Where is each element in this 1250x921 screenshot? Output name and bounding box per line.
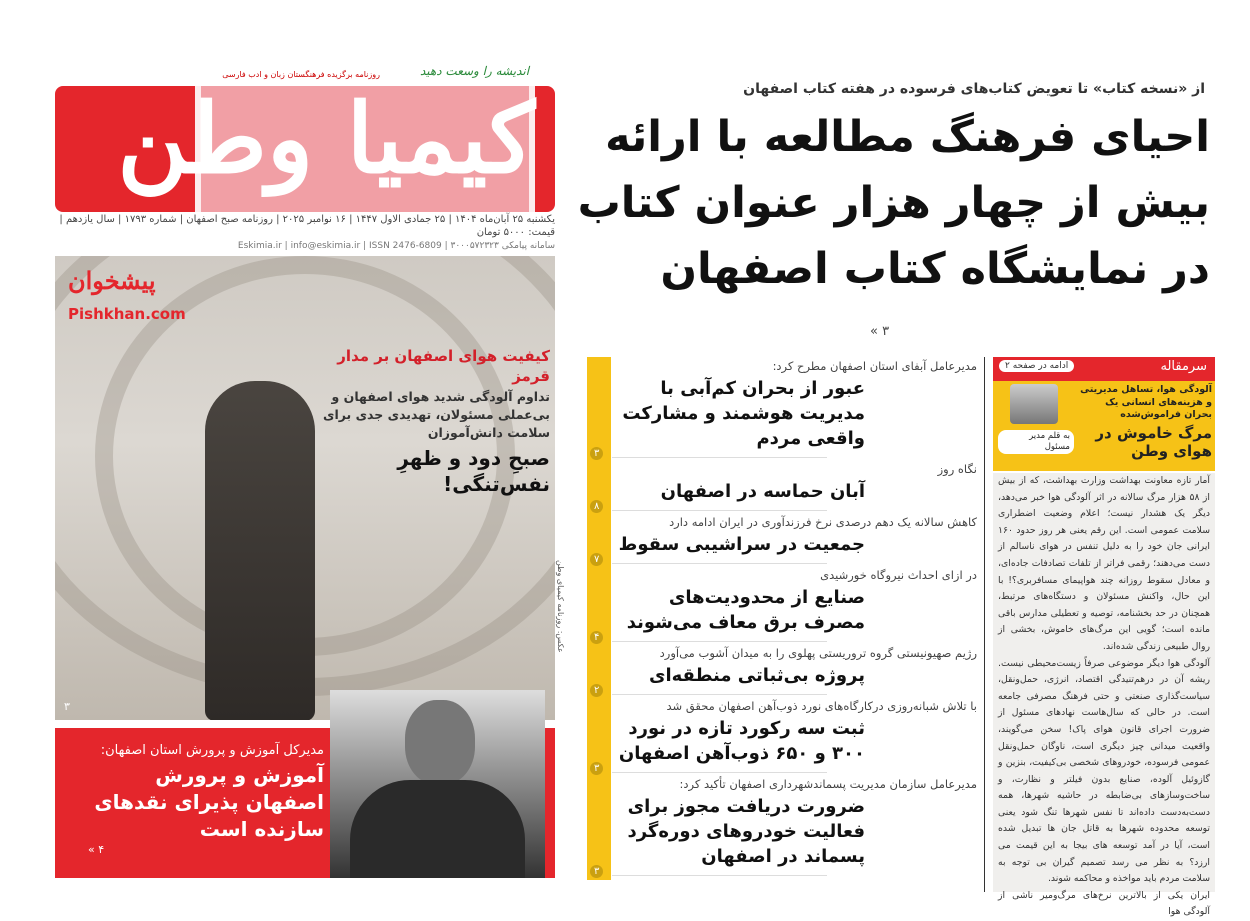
continue-on-page-button[interactable]: ادامه در صفحه ۲ bbox=[999, 360, 1074, 372]
brief-kicker: مدیرعامل سازمان مدیریت پسماندشهرداری اصفهان تأکید کرد: bbox=[679, 777, 977, 791]
slogan: اندیشه را وسعت دهید bbox=[420, 64, 530, 78]
page-ref-badge[interactable]: ۲ bbox=[590, 684, 603, 697]
brief-title[interactable]: ضرورت دریافت مجوز برای فعالیت خودروهای دوره‌گرد پسماند در اصفهان bbox=[627, 796, 865, 867]
editorial-byline: به قلم مدیر مسئول bbox=[998, 430, 1074, 454]
brief-title[interactable]: ثبت سه رکورد تازه در نورد ۳۰۰ و ۶۵۰ ذوب‌آهن اصفهان bbox=[618, 718, 865, 764]
page-ref-badge[interactable]: ۳ bbox=[590, 865, 603, 878]
brief-kicker: با تلاش شبانه‌روزی درکارگاه‌های نورد ذوب‌آهن اصفهان محقق شد bbox=[666, 699, 977, 713]
dateline: یکشنبه ۲۵ آبان‌ماه ۱۴۰۴ | ۲۵ جمادی الاول ۱۴۴۷ | ۱۶ نوامبر ۲۰۲۵ | روزنامه صبح اصفهان | شماره ۱۷۹۳ | سال یازدهم | قیمت: ۵۰۰۰ تومان bbox=[59, 214, 555, 238]
divider bbox=[612, 563, 827, 564]
editorial-heading bbox=[1078, 384, 1212, 460]
brief-kicker: در ازای احداث نیروگاه خورشیدی bbox=[820, 568, 977, 582]
page-ref-badge[interactable]: ۴ bbox=[590, 631, 603, 644]
photo-kicker: کیفیت هوای اصفهان بر مدار قرمز bbox=[337, 347, 550, 385]
main-page-ref[interactable]: « ۳ bbox=[870, 324, 890, 339]
divider bbox=[612, 457, 827, 458]
pishkhan-url: Pishkhan.com bbox=[68, 305, 186, 323]
red-story-text bbox=[88, 742, 324, 856]
editorial-paragraph: آمار تازه معاونت بهداشت وزارت بهداشت، که از بیش از ۵۸ هزار مرگ سالانه در اثر آلودگی هوا خبر می‌دهد، دیگر یک هشدار نیست؛ اعلام وضعیت اضطراری سلامت عمومی است. این رقم یعنی هر روز حدود ۱۶۰ ایرانی جان خود را به دلیل تنفس در هوای ناسالم از دست می‌دهند؛ رقمی فراتر از تلفات تصادفات جاده‌ای، و معادل سقوط روزانه چند هواپیمای مسافربری؟! با این حال، واکنش مسئولان و دستگاه‌های مرتبط، همچنان در حد بخشنامه، توصیه و تعطیلی مدارس باقی مانده است؛ گویی این مرگ‌های خاموش، بخشی از روال طبیعی زندگی شده‌اند. bbox=[998, 475, 1211, 652]
briefs-column bbox=[594, 358, 977, 879]
photo-story-text bbox=[298, 346, 550, 497]
red-story-title[interactable]: آموزش و پرورش اصفهان پذیرای نقدهای سازنده است bbox=[94, 763, 324, 841]
editorial-title[interactable]: مرگ خاموش در هوای وطن bbox=[1095, 423, 1212, 460]
red-story-page-ref[interactable]: « ۴ bbox=[88, 843, 105, 856]
page-number: ۳ bbox=[882, 324, 890, 339]
author-photo bbox=[1010, 384, 1058, 424]
contact-line: سامانه پیامکی ۳۰۰۰۵۷۲۳۲۳ | Eskimia.ir | info@eskimia.ir | ISSN 2476-6809 bbox=[237, 241, 555, 251]
brief-title[interactable]: عبور از بحران کم‌آبی با مدیریت هوشمند و مشارکت واقعی مردم bbox=[622, 378, 865, 449]
page-number: ۴ bbox=[98, 843, 105, 856]
editorial-subtitle: آلودگی هوا، تساهل مدیریتی و هزینه‌های انسانی یک بحران فراموش‌شده bbox=[1080, 384, 1212, 420]
brief-kicker: کاهش سالانه یک دهم درصدی نرخ فرزندآوری در ایران ادامه دارد bbox=[669, 515, 977, 529]
editorial-header bbox=[993, 357, 1215, 381]
editorial-paragraph: آلودگی هوا دیگر موضوعی صرفاً زیست‌محیطی نیست. ریشه آن در درهم‌تنیدگی اقتصاد، انرژی، حمل‌ونقل، سیاست‌گذاری صنعتی و حتی فرهنگ مصرفی جامعه است. در حالی که سال‌هاست نهادهای مسئول از ضرورت اجرای قانون هوای پاک! سخن می‌گویند، واقعیت میدانی چیز دیگری است، ناوگان حمل‌ونقل عمومی فرسوده، خودروهای شخصی بی‌کیفیت، بنزین و گازوئیل آلوده، صنایع بدون فیلتر و نظارت، و ساخت‌وسازهای بی‌ضابطه در حاشیه شهرها، همه دست‌به‌دست داده‌اند تا نفس شهرها تنگ شود یعنی توسعه محدوده شهرها به قاتل جان ها تبدیل شده است، آیا در آمد توسعه های بیجا به این قیمت می ارزد؟ به نظر می رسد تصمیم گیران بی توجه به سلامت مردم باید مواخذه و محاکمه شوند. bbox=[998, 657, 1210, 885]
brief-item[interactable] bbox=[594, 514, 977, 565]
main-kicker: از «نسخه کتاب» تا تعویض کتاب‌های فرسوده در هفته کتاب اصفهان bbox=[743, 81, 1205, 97]
editorial-label: سرمقاله bbox=[1160, 359, 1207, 374]
brief-item[interactable] bbox=[594, 698, 977, 774]
brief-title[interactable]: صنایع از محدودیت‌های مصرف برق معاف می‌شوند bbox=[626, 587, 865, 633]
page-ref-badge[interactable]: ۳ bbox=[590, 447, 603, 460]
date-block bbox=[55, 213, 555, 252]
photo-credit: عکس: روزنامه کیمیای وطن bbox=[556, 560, 565, 653]
divider bbox=[612, 510, 827, 511]
pishkhan-watermark: پیشخوان bbox=[68, 266, 156, 295]
main-headline[interactable]: احیای فرهنگ مطالعه با ارائه بیش از چهار هزار عنوان کتاب در نمایشگاه کتاب اصفهان bbox=[577, 112, 1210, 294]
photo-subtitle: تداوم آلودگی شدید هوای اصفهان و بی‌عملی مسئولان، تهدیدی جدی برای سلامت دانش‌آموزان bbox=[323, 389, 550, 440]
editorial-paragraph: ایران یکی از بالاترین نرخ‌های مرگ‌ومیر ناشی از آلودگی هوا bbox=[998, 889, 1210, 918]
newspaper-logo: کیمیا وطن bbox=[117, 86, 535, 195]
column-divider bbox=[984, 357, 985, 892]
yellow-strip bbox=[587, 357, 611, 880]
brief-item[interactable] bbox=[594, 358, 977, 459]
brief-kicker: نگاه روز bbox=[937, 462, 977, 476]
divider bbox=[612, 641, 827, 642]
page-ref-badge[interactable]: ۳ bbox=[590, 762, 603, 775]
brief-kicker: رژیم صهیونیستی گروه تروریستی پهلوی را به میدان آشوب می‌آورد bbox=[659, 646, 977, 660]
brief-item[interactable] bbox=[594, 567, 977, 643]
page-ref-badge[interactable]: ۷ bbox=[590, 553, 603, 566]
photo-page-ref[interactable]: ۳ bbox=[64, 700, 70, 713]
brief-item[interactable] bbox=[594, 461, 977, 512]
brief-title[interactable]: آبان حماسه در اصفهان bbox=[660, 481, 865, 502]
brief-kicker: مدیرعامل آبفای استان اصفهان مطرح کرد: bbox=[772, 359, 977, 373]
photo-title[interactable]: صبحِ دود و ظهرِ نفس‌تنگی! bbox=[397, 446, 550, 496]
brief-item[interactable] bbox=[594, 645, 977, 696]
brief-title[interactable]: پروژه بی‌ثباتی منطقه‌ای bbox=[648, 665, 865, 686]
divider bbox=[612, 772, 827, 773]
divider bbox=[612, 875, 827, 876]
page-ref-badge[interactable]: ۸ bbox=[590, 500, 603, 513]
brief-item[interactable] bbox=[594, 776, 977, 877]
tagline: روزنامه برگزیده فرهنگستان زبان و ادب فارسی bbox=[222, 70, 380, 79]
red-story-kicker: مدیرکل آموزش و پرورش استان اصفهان: bbox=[100, 743, 324, 758]
divider bbox=[612, 694, 827, 695]
brief-title[interactable]: جمعیت در سراشیبی سقوط bbox=[618, 534, 865, 555]
masthead bbox=[55, 86, 555, 212]
official-portrait bbox=[330, 690, 545, 878]
editorial-body bbox=[993, 473, 1215, 918]
